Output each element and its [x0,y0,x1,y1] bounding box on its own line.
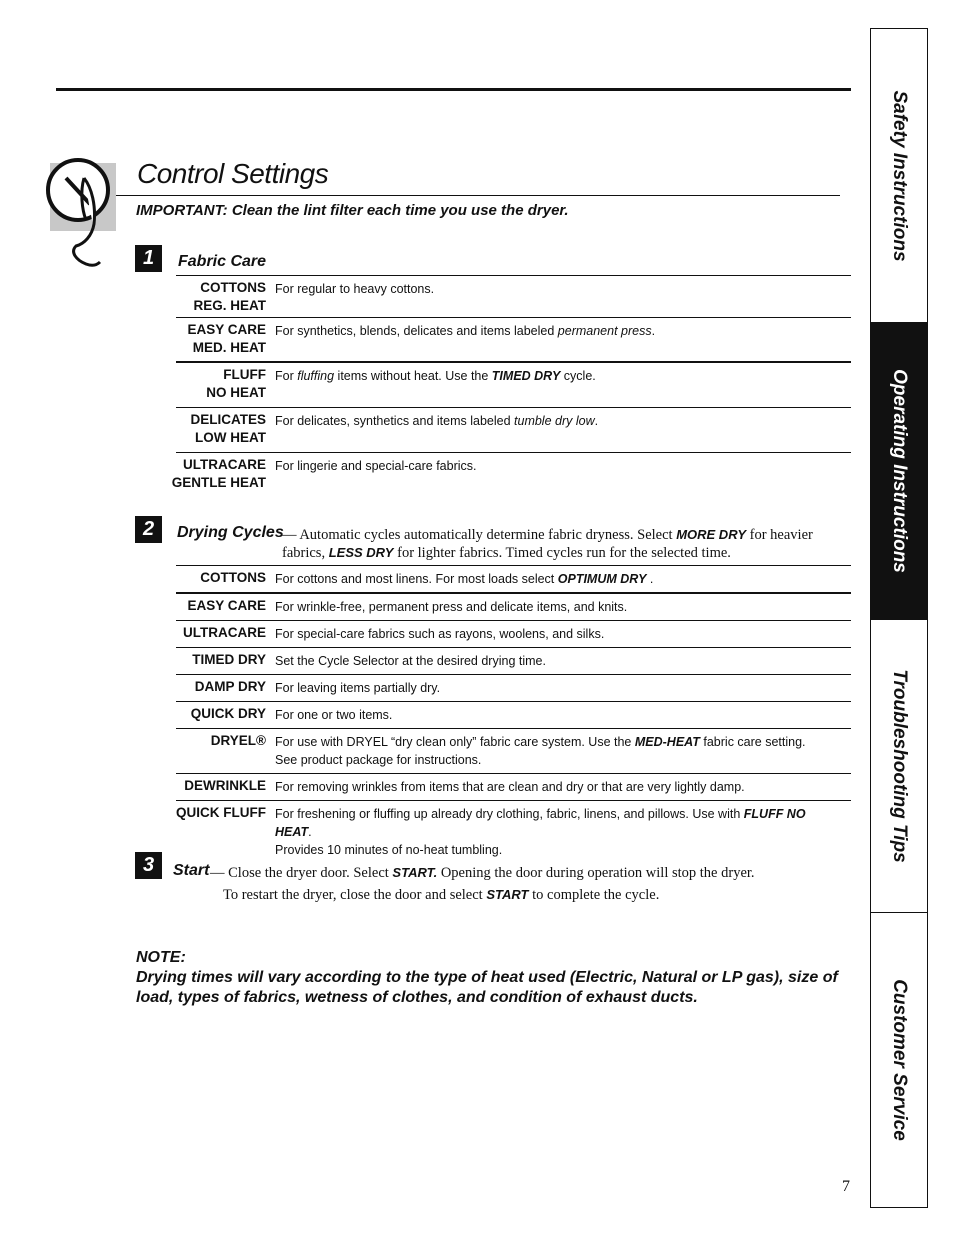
cycle-row-quick-dry [176,701,851,728]
fabric-row-ultracare [171,452,851,498]
section-2-number: 2 [135,516,162,543]
page-number: 7 [842,1178,850,1195]
title-rule [116,195,840,196]
section-3-heading: Start [173,862,210,879]
note [136,948,851,1008]
fabric-desc: For delicates, synthetics and items labeled tumble dry low. [275,414,599,428]
cycle-row-cottons [176,565,851,592]
cycle-label: DAMP DRY [194,679,266,694]
cycle-desc: For freshening or fluffing up already dry clothing, fabric, linens, and pillows. Use with FLUFF NO HEAT. Provides 10 minutes of no-heat tumbling. [275,807,806,857]
cycle-row-dewrinkle [176,773,851,800]
fabric-desc: For fluffing items without heat. Use the TIMED DRY cycle. [275,369,596,383]
cycle-desc: For one or two items. [275,708,393,722]
cycle-desc: For leaving items partially dry. [275,681,441,695]
cycle-label: ULTRACARE [183,625,266,640]
cycle-label: COTTONS [200,570,266,585]
cycle-desc: For special-care fabrics such as rayons, woolens, and silks. [275,627,605,641]
top-rule [56,88,851,91]
fabric-label: FLUFF NO HEAT [206,367,266,400]
start-text: — Close the dryer door. Select START. Opening the door during operation will stop the dryer. To restart the dryer, close the door and select START to complete the cycle. [210,865,755,903]
page-title: Control Settings [137,158,329,189]
cycle-row-easy-care [176,592,851,620]
cycle-row-damp-dry [176,674,851,701]
section-1-heading: Fabric Care [178,253,267,270]
note-text: Drying times will vary according to the type of heat used (Electric, Natural or LP gas), size of load, types of fabrics, wetness of clothes, and condition of exhaust ducts. [136,969,838,1006]
fabric-row-fluff [176,361,851,408]
fabric-label: EASY CARE MED. HEAT [187,322,266,355]
tab-troubleshooting-tips[interactable]: Troubleshooting Tips [871,620,927,913]
cycle-desc: For wrinkle-free, permanent press and delicate items, and knits. [275,600,628,614]
note-heading: NOTE: [136,949,186,966]
tab-customer-service[interactable]: Customer Service [889,979,910,1141]
fabric-desc: For lingerie and special-care fabrics. [275,459,477,473]
fabric-row-delicates [176,407,851,453]
fabric-label: ULTRACARE GENTLE HEAT [171,457,266,490]
cycle-label: TIMED DRY [192,652,266,667]
cycle-label: QUICK FLUFF [176,805,266,820]
fabric-desc: For regular to heavy cottons. [275,282,435,296]
cycle-label: EASY CARE [187,598,266,613]
cycle-label: QUICK DRY [190,706,266,721]
fabric-label: DELICATES LOW HEAT [190,412,266,445]
cycle-label: DRYEL® [210,733,266,748]
section-sidebar [870,28,928,1208]
cycle-desc: Set the Cycle Selector at the desired drying time. [275,654,546,668]
cycle-row-dryel [176,728,851,773]
tab-operating-instructions[interactable]: Operating Instructions [871,323,927,620]
tab-safety-instructions[interactable]: Safety Instructions [871,29,927,323]
section-3-number: 3 [135,852,162,879]
fabric-label: COTTONS REG. HEAT [193,280,266,313]
fabric-row-cottons [176,275,851,318]
cycle-label: DEWRINKLE [184,778,266,793]
section-2-heading: Drying Cycles [177,524,284,541]
hand-pressing-dial-icon [40,148,120,268]
section-1-number: 1 [135,245,162,272]
cycle-desc: For cottons and most linens. For most loads select OPTIMUM DRY . [275,572,654,586]
cycle-row-quick-fluff [176,800,851,857]
cycle-row-ultracare [176,620,851,647]
fabric-desc: For synthetics, blends, delicates and items labeled permanent press. [275,324,656,338]
cycle-desc: For use with DRYEL “dry clean only” fabric care system. Use the MED-HEAT fabric care setting. See product package for instructions. [275,735,806,767]
fabric-row-easy-care [176,317,851,362]
cycle-desc: For removing wrinkles from items that are clean and dry or that are very lightly damp. [275,780,745,794]
drying-cycles-intro: — Automatic cycles automatically determine fabric dryness. Select MORE DRY for heavier fabrics, LESS DRY for lighter fabrics. Timed cycles run for the selected time. [282,527,813,561]
important-notice: IMPORTANT: Clean the lint filter each time you use the dryer. [136,202,569,219]
cycle-row-timed-dry [176,647,851,674]
